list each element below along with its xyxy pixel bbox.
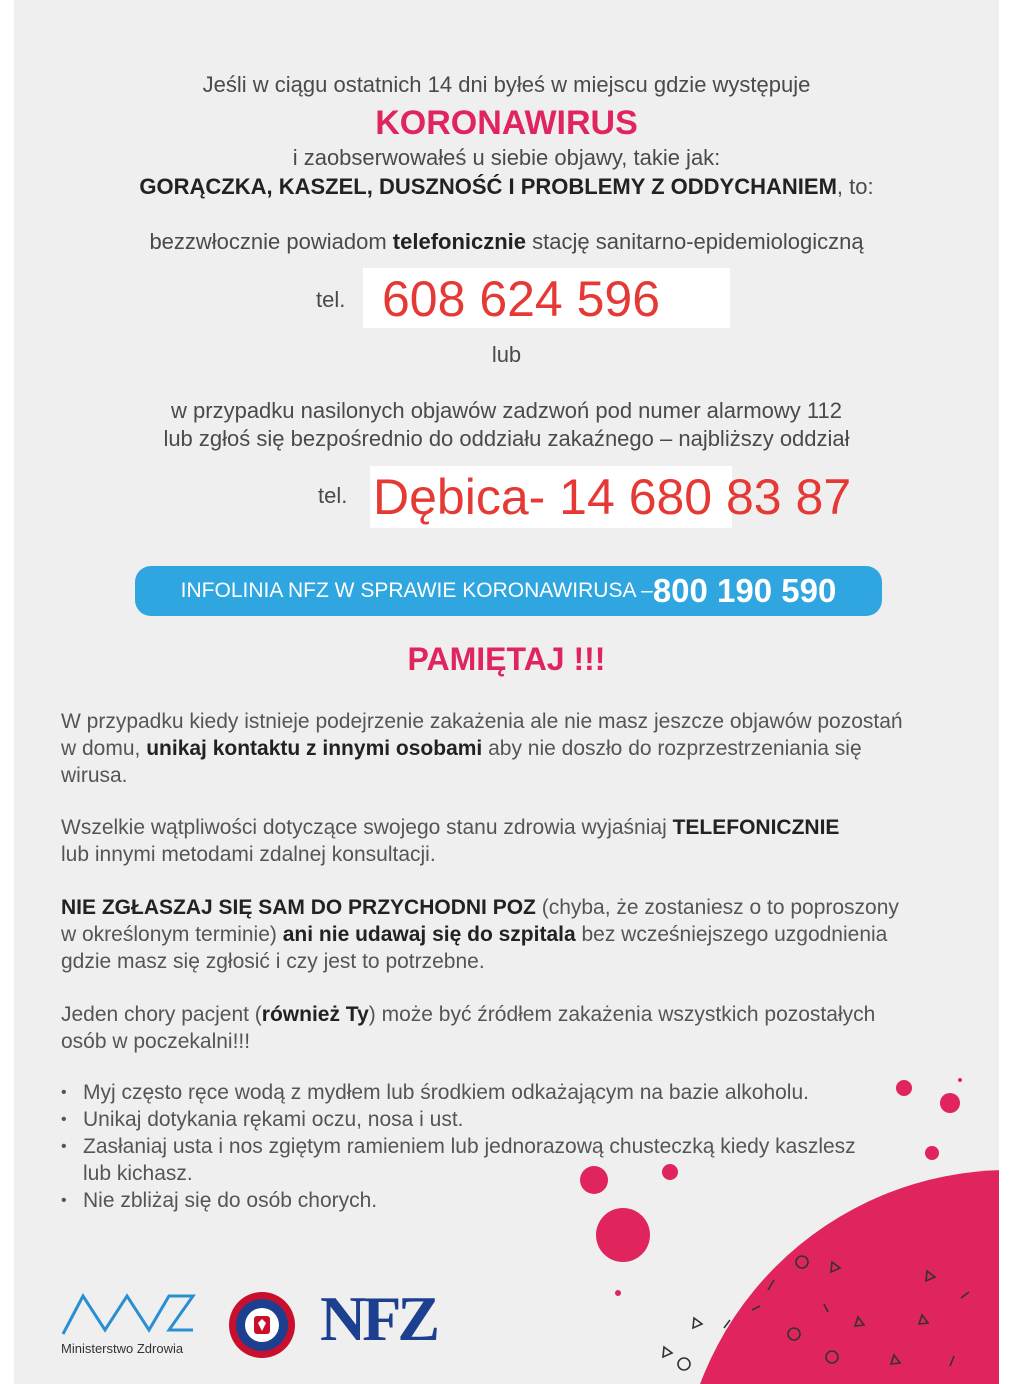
infoline-banner[interactable]: [135, 566, 882, 616]
virus-illustration-icon: [574, 1060, 999, 1384]
p1-b: w domu,: [61, 737, 147, 760]
p2-bold: TELEFONICZNIE: [672, 816, 840, 839]
p3-line3: gdzie masz się zgłosić i czy jest to potrzebne.: [61, 950, 485, 973]
intro-text: Jeśli w ciągu ostatnich 14 dni byłeś w miejscu gdzie występuje: [202, 72, 811, 97]
symptoms-list: GORĄCZKA, KASZEL, DUSZNOŚĆ I PROBLEMY Z ODDYCHANIEM: [139, 174, 837, 199]
p1-line3: wirusa.: [61, 764, 128, 787]
mz-logo-label: Ministerstwo Zdrowia: [61, 1341, 184, 1356]
p3-b: w określonym terminie): [61, 923, 283, 946]
list-item: • Zasłaniaj usta i nos zgiętym ramieniem lub jednorazową chusteczką kiedy kaszlesz lub kichasz.: [61, 1133, 883, 1187]
notify-suffix: stację sanitarno-epidemiologiczną: [526, 229, 864, 254]
notify-prefix: bezzwłocznie powiadom: [149, 229, 393, 254]
infoline-number: 800 190 590: [652, 572, 837, 609]
paragraph-3: [61, 894, 961, 975]
list-item: • Myj często ręce wodą z mydłem lub środkiem odkażającym na bazie alkoholu.: [61, 1079, 921, 1106]
phone2-number[interactable]: Dębica- 14 680 83 87: [373, 469, 852, 525]
notify-bold: telefonicznie: [392, 229, 527, 254]
symptoms-line: [14, 174, 999, 200]
paragraph-1: [61, 708, 961, 789]
mz-logo-icon: [61, 1290, 196, 1338]
symptoms-intro: i zaobserwowałeś u siebie objawy, takie jak:: [292, 145, 721, 170]
phone1-label: tel.: [316, 287, 346, 312]
p2-line2: lub innymi metodami zdalnej konsultacji.: [61, 843, 436, 866]
remember-heading: PAMIĘTAJ !!!: [407, 641, 606, 677]
p4-line1: [61, 1001, 961, 1028]
p4-b: ) może być źródłem zakażenia wszystkich pozostałych: [368, 1003, 876, 1026]
severe-line2: lub zgłoś się bezpośrednio do oddziału zakaźnego – najbliższy oddział: [163, 426, 850, 451]
p3-c: bez wcześniejszego uzgodnienia: [575, 923, 888, 946]
list-item: • Nie zbliżaj się do osób chorych.: [61, 1187, 921, 1214]
sanepid-logo-icon: [227, 1290, 297, 1360]
p3-a: (chyba, że zostaniesz o to poproszony: [535, 896, 899, 919]
infoline-label: INFOLINIA NFZ W SPRAWIE KORONAWIRUSA –: [180, 579, 653, 602]
nfz-logo: NFZ: [320, 1283, 436, 1354]
p2-a: Wszelkie wątpliwości dotyczące swojego stanu zdrowia wyjaśniaj: [61, 816, 673, 839]
phone1-number[interactable]: 608 624 596: [382, 271, 661, 327]
p1-bold: unikaj kontaktu z innymi osobami: [146, 737, 483, 760]
or-text: lub: [491, 342, 522, 367]
notify-line: [14, 229, 999, 255]
severe-line1: w przypadku nasilonych objawów zadzwoń pod numer alarmowy 112: [171, 398, 842, 423]
p1-line1: W przypadku kiedy istnieje podejrzenie zakażenia ale nie masz jeszcze objawów pozostań: [61, 710, 903, 733]
virus-title: KORONAWIRUS: [375, 104, 638, 142]
poster: [14, 0, 999, 1384]
p3-line2: [61, 921, 961, 948]
paragraph-4: [61, 1001, 961, 1055]
p4-bold: również Ty: [261, 1003, 369, 1026]
p1-c: aby nie doszło do rozprzestrzeniania się: [482, 737, 862, 760]
symptoms-suffix: , to:: [836, 174, 874, 199]
list-item: • Unikaj dotykania rękami oczu, nosa i ust.: [61, 1106, 921, 1133]
p4-line2: osób w poczekalni!!!: [61, 1030, 251, 1053]
p4-a: Jeden chory pacjent (: [61, 1003, 262, 1026]
p1-line2: [61, 735, 961, 762]
p3-bold2: ani nie udawaj się do szpitala: [282, 923, 576, 946]
p2-line1: [61, 814, 961, 841]
p3-bold1: NIE ZGŁASZAJ SIĘ SAM DO PRZYCHODNI POZ: [61, 896, 536, 919]
p3-line1: [61, 894, 961, 921]
paragraph-2: [61, 814, 961, 868]
phone2-label: tel.: [318, 483, 348, 508]
